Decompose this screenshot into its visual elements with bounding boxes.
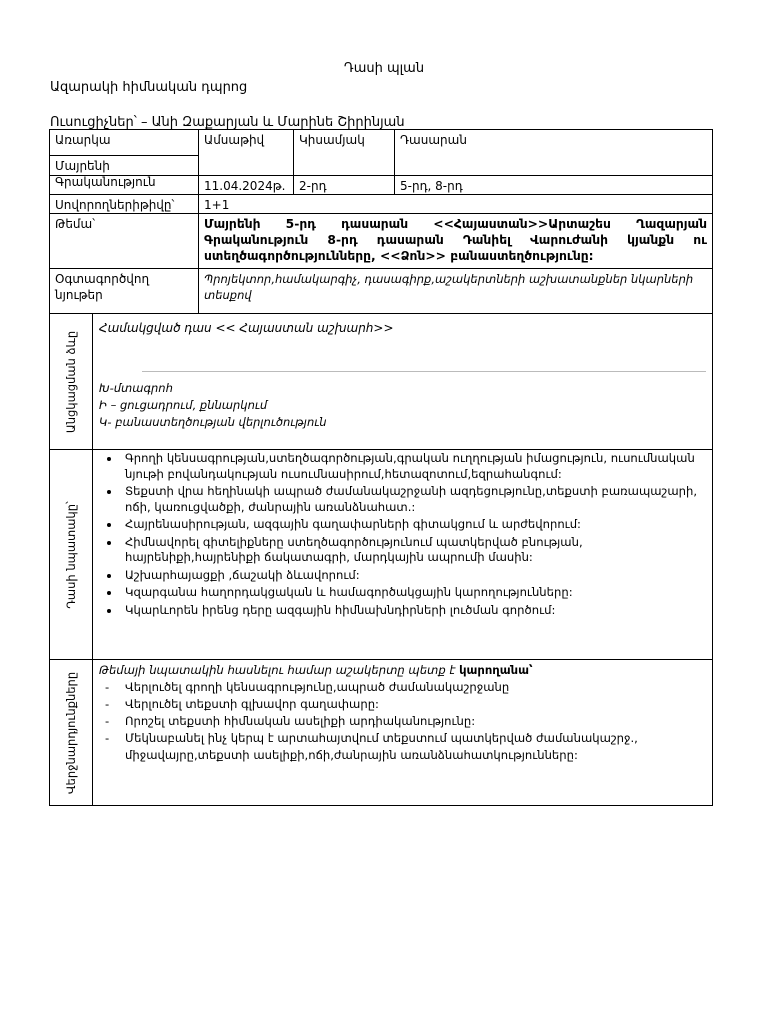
goal-item: • Կկարևորեն իրենց դերը ազգային հիմնախնդիրների լուծման գործում: xyxy=(121,603,706,619)
results-intro xyxy=(99,662,706,679)
results-item: - Վերլուծել գրողի կենսագրությունը,ապրած ժամանակաշրջանը xyxy=(121,679,706,696)
method-list xyxy=(99,380,327,431)
goal-item: • Գրողի կենսագրության,ստեղծագործության,գրական ուղղության իմացություն, ուսումնական նյութի բովանդակության ուսումնասիրում,հետազոտում,եզրահանգում: xyxy=(121,451,706,482)
divider xyxy=(142,371,706,372)
teachers-line: Ուսուցիչներ՝ – Անի Զաքարյան և Մարինե Շիրինյան xyxy=(50,115,405,130)
materials-value: Պրոյեկտոր,համակարգիչ, դասագիրք,աշակերտների աշխատանքներ նկարների տեսքով xyxy=(198,268,713,314)
method-item: Ի – ցուցադրում, քննարկում xyxy=(99,398,268,412)
method-item: Կ- բանաստեղծության վերլուծություն xyxy=(99,415,327,429)
results-item: - Մեկնաբանել ինչ կերպ է արտահայտվում տեքստում պատկերված ժամանակաշրջ., միջավայրը,տեքստի ասելիքի,ոճի,ժանրային առանձնահատկությունները: xyxy=(121,730,706,764)
goal-item: • Կզարգանա հաղորդակցական և համագործակցային կարողությունները: xyxy=(121,585,706,601)
theme-label: Թեմա՝ xyxy=(49,213,199,269)
results-label: Վերջնարդյունքները xyxy=(64,671,78,794)
date-header: Ամսաթիվ xyxy=(198,129,294,176)
goal-item: • Հայրենասիրության, ազգային գաղափարների գիտակցում և արժեվորում: xyxy=(121,517,706,533)
goal-item: • Տեքստի վրա հեղինակի ապրած ժամանակաշրջանի ազդեցությունը,տեքստի բառապաշարի, ոճի, կառուցվածքի, ժանրային առանձնահատ.: xyxy=(121,484,706,515)
subject-header: Առարկա xyxy=(49,129,199,176)
goal-label-cell xyxy=(49,449,93,660)
class-value: 5-րդ, 8-րդ xyxy=(394,175,713,195)
results-intro-bold: կարողանա՝ xyxy=(459,663,533,677)
results-label-cell xyxy=(49,659,93,806)
goal-item: • Աշխարհայացքի ,ճաշակի ձևավորում: xyxy=(121,568,706,584)
class-header: Դասարան xyxy=(394,129,713,176)
goal-list xyxy=(99,451,706,618)
materials-label: Օգտագործվող նյութեր xyxy=(49,268,199,314)
results-item: - Որոշել տեքստի հիմնական ասելիքի արդիականությունը: xyxy=(121,713,706,730)
semester-header: Կիսամյակ xyxy=(293,129,395,176)
method-label-cell xyxy=(49,313,93,450)
method-item: Խ-մտագրոհ xyxy=(99,381,173,395)
results-intro-text: Թեմայի նպատակին հասնելու համար աշակերտը պետք է xyxy=(99,663,456,677)
students-value: 1+1 xyxy=(198,194,713,214)
date-value: 11.04.2024թ. xyxy=(198,175,294,195)
subject-value: Մայրենի Գրականություն xyxy=(49,155,199,195)
lesson-plan-table xyxy=(49,129,713,806)
students-label: Սովորողներիթիվը՝ xyxy=(49,194,199,214)
goal-cell xyxy=(92,449,713,660)
school-name: Ազարակի հիմնական դպրոց xyxy=(50,80,248,95)
results-item: - Վերլուծել տեքստի գլխավոր գաղափարը: xyxy=(121,696,706,713)
semester-value: 2-րդ xyxy=(293,175,395,195)
results-cell xyxy=(92,659,713,806)
theme-value: Մայրենի 5-րդ դասարան <<Հայաստան>>Արտաշես Ղազարյան Գրականություն 8-րդ դասարան Դանիել Վարուժանի կյանքն ու ստեղծագործությունները, <<Ձոն>> բանաստեղծությունը: xyxy=(198,213,713,269)
method-label: Անցկացման ձևը xyxy=(64,330,78,433)
method-cell xyxy=(92,313,713,450)
goal-item: • Հիմնավորել գիտելիքները ստեղծագործությունում պատկերված բնության, հայրենիքի,հայրենիքի ճակատագրի, մարդկային ապրումի մասին: xyxy=(121,535,706,566)
page-title: Դասի պլան xyxy=(343,61,425,76)
goal-label: Դասի նպատակը՝ xyxy=(64,500,78,609)
lesson-type: Համակցված դաս << Հայաստան աշխարհ>> xyxy=(99,321,394,335)
results-list xyxy=(99,679,706,764)
